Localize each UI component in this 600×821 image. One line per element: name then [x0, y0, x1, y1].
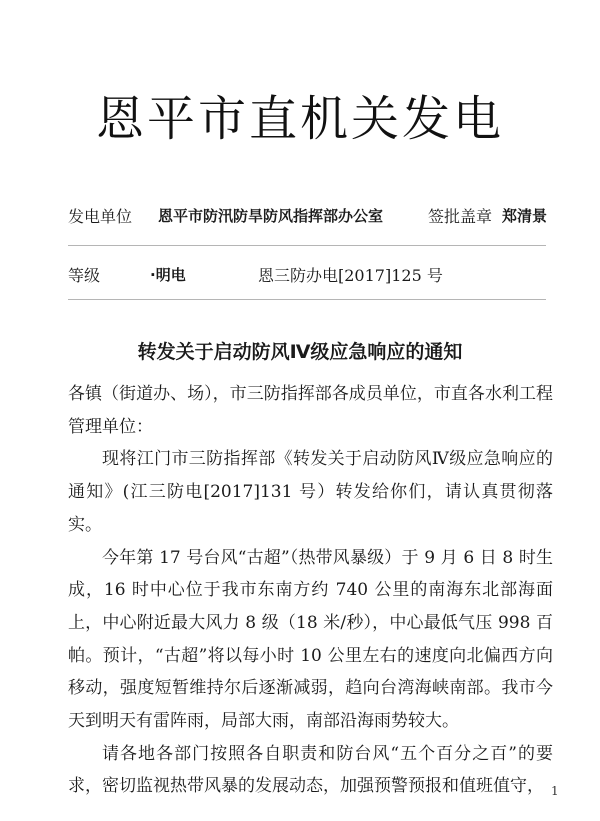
- document-number: 恩三防办电[2017]125 号: [258, 266, 443, 285]
- divider-rule: [68, 245, 546, 246]
- paragraph: 今年第 17 号台风“古超”（热带风暴级）于 9 月 6 日 8 时生成，16 时中心位于我市东南方约 740 公里的南海东北部海面上，中心附近最大风力 8 级（18 米/秒），中心最低气压 998 百帕。预计，“古超”将以每小时 10 公里左右的速度向北偏西方向移动，强度短暂维持尔后逐渐减弱，趋向台湾海峡南部。我市今天到明天有雷阵雨，局部大雨，南部沿海雨势较大。: [68, 547, 553, 732]
- divider-rule: [68, 299, 546, 300]
- paragraph: 现将江门市三防指挥部《转发关于启动防风Ⅳ级应急响应的通知》(江三防电[2017]131 号）转发给你们，请认真贯彻落实。: [68, 449, 553, 535]
- document-title: 转发关于启动防风Ⅳ级应急响应的通知: [137, 341, 463, 363]
- page-mark: 1: [551, 784, 559, 798]
- header-title: 恩平市直机关发电: [95, 91, 504, 147]
- grade-label: 等级: [68, 266, 101, 285]
- salutation: 各镇（街道办、场），市三防指挥部各成员单位，市直各水利工程管理单位：: [68, 384, 553, 437]
- document-body: [68, 378, 553, 803]
- sender-label: 发电单位: [68, 207, 133, 226]
- approval-value: 郑清景: [502, 207, 548, 225]
- paragraph: 请各地各部门按照各自职责和防台风“五个百分之百”的要求，密切监视热带风暴的发展动态，加强预警预报和值班值守，: [68, 743, 553, 797]
- grade-value: ·明电: [150, 266, 186, 284]
- approval-label: 签批盖章: [428, 207, 493, 226]
- sender-value: 恩平市防汛防旱防风指挥部办公室: [158, 207, 384, 225]
